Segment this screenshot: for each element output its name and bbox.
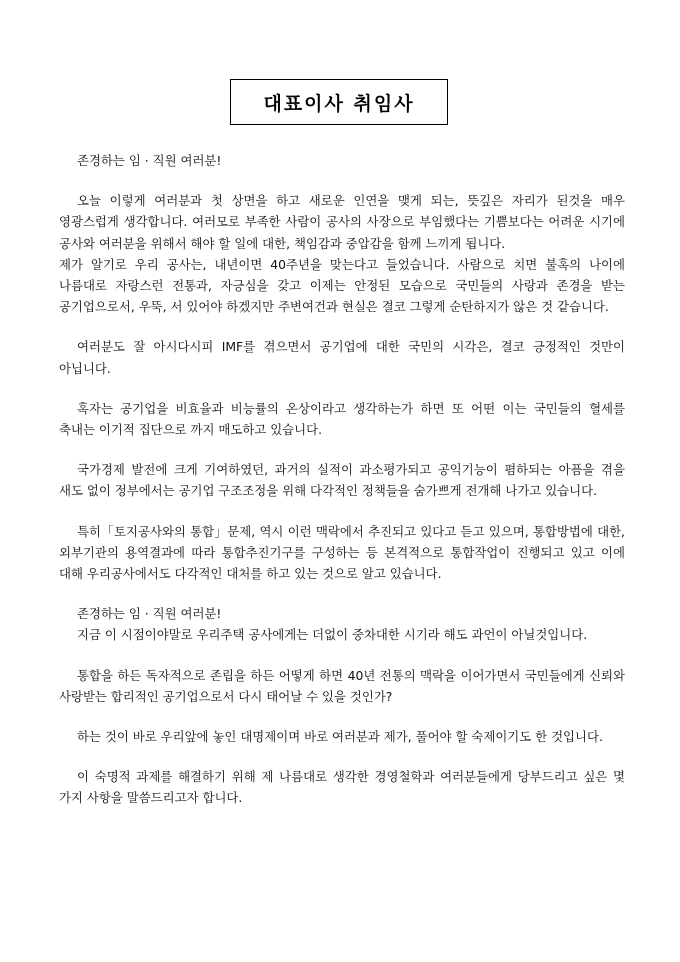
body-paragraph: 오늘 이렇게 여러분과 첫 상면을 하고 새로운 인연을 맺게 되는, 뜻깊은 자리가 된것을 매우 영광스럽게 생각합니다. 여러모로 부족한 사람이 공사의 사장으로 부임했다는 기쁨보다는 어려운 시기에 공사와 여러분을 위해서 해야 할 일에 대한, 책임감과 중압감을 함께 느끼게 됩니다. — [59, 193, 625, 251]
body-paragraph: 제가 알기로 우리 공사는, 내년이면 40주년을 맞는다고 들었습니다. 사람으로 치면 불혹의 나이에 나름대로 자랑스런 전통과, 자긍심을 갖고 이제는 안정된 모습으로 국민들의 사랑과 존경을 받는 공기업으로서, 우뚝, 서 있어야 하겠지만 주변여건과 현실은 결코 그렇게 순탄하지가 않은 것 같습니다. — [59, 256, 625, 315]
greeting-paragraph: 존경하는 임 · 직원 여러분! — [77, 606, 222, 622]
document-body — [59, 150, 625, 828]
body-paragraph: 혹자는 공기업을 비효율과 비능률의 온상이라고 생각하는가 하면 또 어떤 이는 국민들의 혈세를 축내는 이기적 집단으로 까지 매도하고 있습니다. — [59, 400, 625, 438]
document-title: 대표이사 취임사 — [263, 92, 415, 115]
body-paragraph: 이 숙명적 과제를 해결하기 위해 제 나름대로 생각한 경영철학과 여러분들에게 당부드리고 싶은 몇 가지 사항을 말씀드리고자 합니다. — [59, 769, 625, 806]
body-paragraph: 여러분도 잘 아시다시피 IMF를 겪으면서 공기업에 대한 국민의 시각은, 결코 긍정적인 것만이 아닙니다. — [59, 339, 625, 376]
body-paragraph: 지금 이 시점이야말로 우리주택 공사에게는 더없이 중차대한 시기라 해도 과언이 아닐것입니다. — [77, 627, 588, 643]
body-paragraph: 국가경제 발전에 크게 기여하였던, 과거의 실적이 과소평가되고 공익기능이 폄하되는 아픔을 겪을 새도 없이 정부에서는 공기업 구조조정을 위해 다각적인 정책들을 숨가쁘게 전개해 나가고 있습니다. — [59, 462, 625, 499]
title-box — [230, 79, 448, 125]
body-paragraph: 하는 것이 바로 우리앞에 놓인 대명제이며 바로 여러분과 제가, 풀어야 할 숙제이기도 한 것입니다. — [77, 729, 603, 745]
greeting-paragraph: 존경하는 임 · 직원 여러분! — [77, 153, 222, 168]
body-paragraph: 통합을 하든 독자적으로 존립을 하든 어떻게 하면 40년 전통의 맥락을 이어가면서 국민들에게 신뢰와 사랑받는 합리적인 공기업으로서 다시 태어날 수 있을 것인가? — [59, 667, 625, 704]
body-paragraph: 특히「토지공사와의 통합」문제, 역시 이런 맥락에서 추진되고 있다고 듣고 있으며, 통합방법에 대한, 외부기관의 용역결과에 따라 통합추진기구를 구성하는 등 본격적으로 통합작업이 진행되고 있고 이에 대해 우리공사에서도 다각적인 대처를 하고 있는 것으로 알고 있습니다. — [59, 523, 625, 582]
